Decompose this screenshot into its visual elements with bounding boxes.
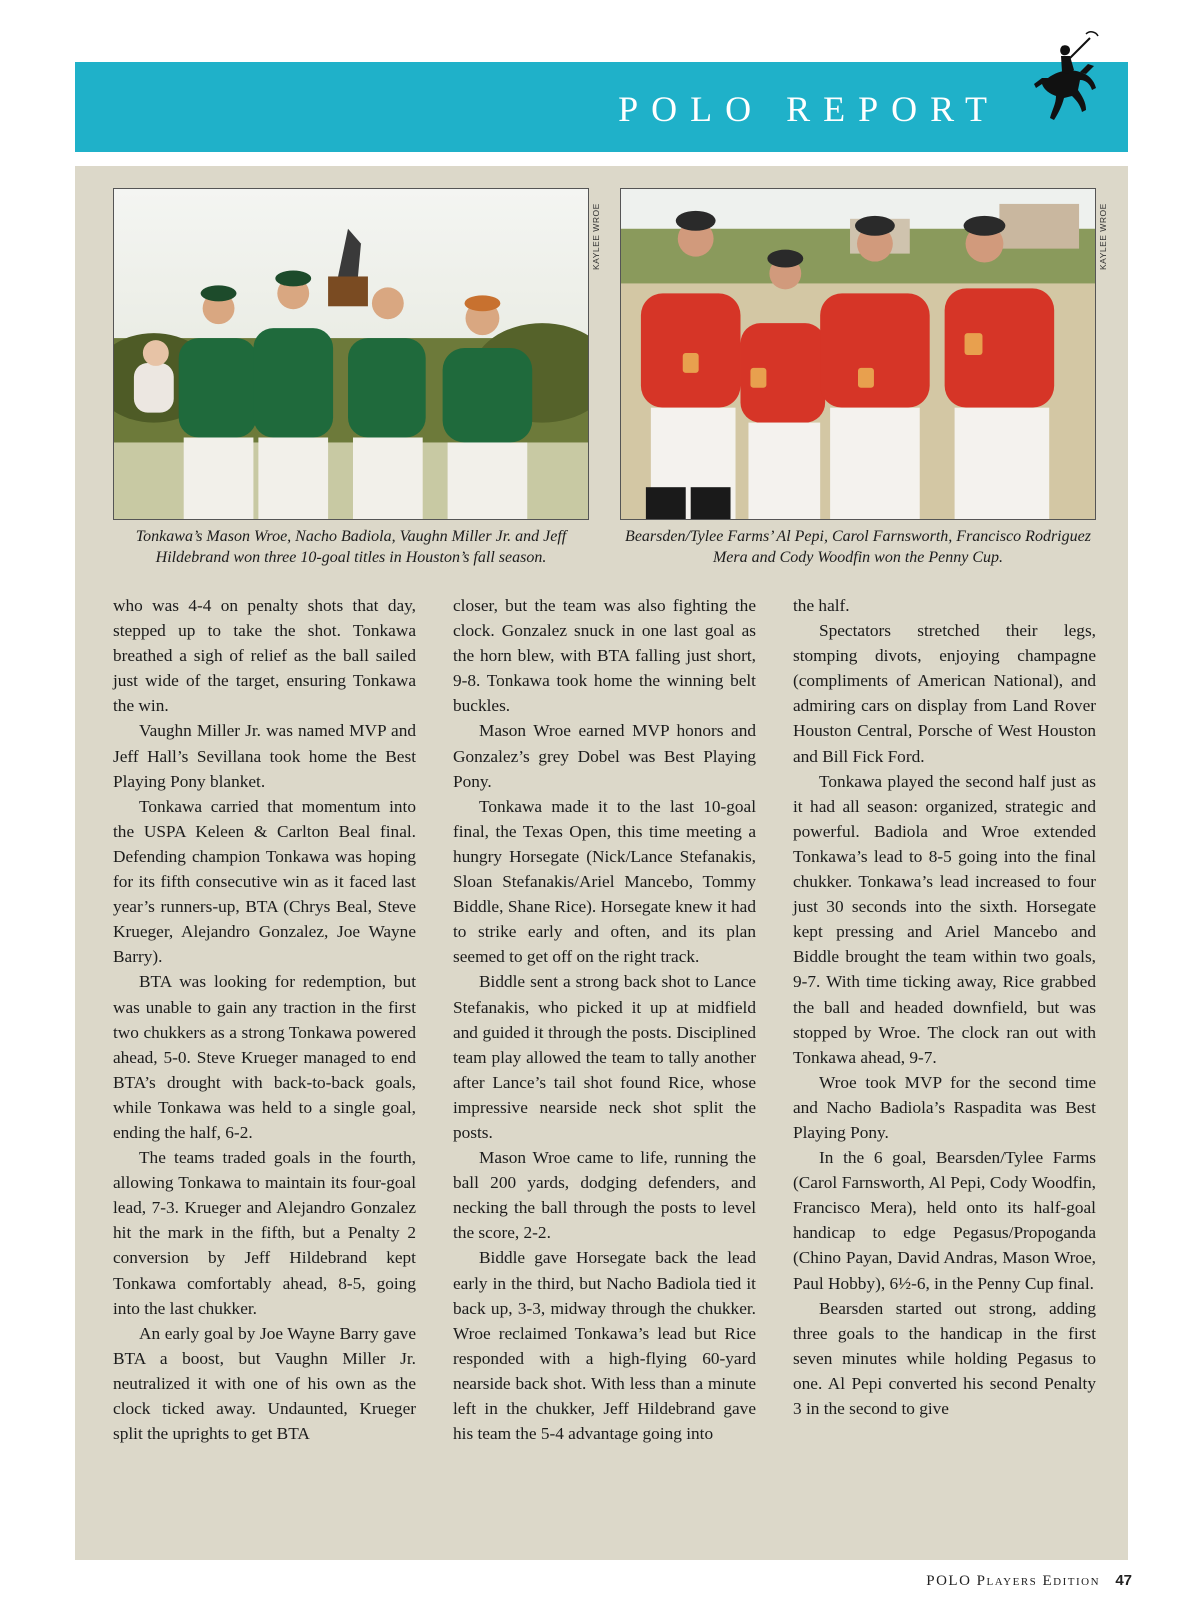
paragraph: Tonkawa played the second half just as it had all season: organized, strategic and powerful. Badiola and Wroe extended Tonkawa’s lead to 8-5 going into the final chukker. Tonkawa’s lead increased to four just 30 seconds into the sixth. Horsegate kept pressing and Ariel Mancebo and Biddle brought the team within two goals, 9-7. With time ticking away, Rice grabbed the ball and headed downfield, but was stopped by Wroe. The clock ran out with Tonkawa ahead, 9-7. <box>793 771 1096 1067</box>
paragraph: the half. <box>793 596 850 615</box>
page-footer <box>926 1572 1132 1590</box>
photo-credit: KAYLEE WROE <box>591 203 601 270</box>
paragraph: Vaughn Miller Jr. was named MVP and Jeff Hall’s Sevillana took home the Best Playing Pony blanket. <box>113 721 416 791</box>
photo-credit: KAYLEE WROE <box>1098 203 1108 270</box>
photo-caption: Bearsden/Tylee Farms’ Al Pepi, Carol Farnsworth, Francisco Rodriguez Mera and Cody Woodfin won the Penny Cup. <box>625 528 1091 566</box>
paragraph: Bearsden started out strong, adding three goals to the handicap in the first seven minutes while holding Pegasus to one. Al Pepi converted his second Penalty 3 in the second to give <box>793 1298 1096 1418</box>
paragraph: The teams traded goals in the fourth, allowing Tonkawa to maintain its four-goal lead, 7-3. Krueger and Alejandro Gonzalez hit the mark in the fifth, but a Penalty 2 conversion by Jeff Hildebrand kept Tonkawa comfortably ahead, 8-5, going into the last chukker. <box>113 1148 416 1318</box>
article-column-1 <box>113 593 416 1446</box>
paragraph: Mason Wroe came to life, running the ball 200 yards, dodging defenders, and necking the ball through the posts to level the score, 2-2. <box>453 1148 756 1243</box>
page-number: 47 <box>1115 1572 1132 1589</box>
paragraph: Spectators stretched their legs, stomping divots, enjoying champagne (compliments of American National), and admiring cars on display from Land Rover Houston Central, Porsche of West Houston and Bill Fick Ford. <box>793 621 1096 766</box>
paragraph: Biddle gave Horsegate back the lead early in the third, but Nacho Badiola tied it back up, 3-3, midway through the chukker. Wroe reclaimed Tonkawa’s lead but Rice responded with a high-flying 60-yard nearside back shot. With less than a minute left in the chukker, Jeff Hildebrand gave his team the 5-4 advantage going into <box>453 1248 756 1444</box>
photo-caption: Tonkawa’s Mason Wroe, Nacho Badiola, Vaughn Miller Jr. and Jeff Hildebrand won three 10-goal titles in Houston’s fall season. <box>135 528 567 566</box>
paragraph: closer, but the team was also fighting the clock. Gonzalez snuck in one last goal as the horn blew, with BTA falling just short, 9-8. Tonkawa took home the winning belt buckles. <box>453 596 756 716</box>
paragraph: Tonkawa made it to the last 10-goal final, the Texas Open, this time meeting a hungry Horsegate (Nick/Lance Stefanakis, Sloan Stefanakis/Ariel Mancebo, Tommy Biddle, Shane Rice). Horsegate knew it had to strike early and often, and its plan seemed to get off on the right track. <box>453 796 756 967</box>
paragraph: An early goal by Joe Wayne Barry gave BTA a boost, but Vaughn Miller Jr. neutralized it with one of his own as the clock ticked away. Undaunted, Krueger split the uprights to get BTA <box>113 1323 416 1444</box>
paragraph: Wroe took MVP for the second time and Nacho Badiola’s Raspadita was Best Playing Pony. <box>793 1072 1096 1142</box>
paragraph: who was 4-4 on penalty shots that day, stepped up to take the shot. Tonkawa breathed a sigh of relief as the ball sailed just wide of the target, ensuring Tonkawa the win. <box>113 596 416 716</box>
paragraph: Biddle sent a strong back shot to Lance Stefanakis, who picked it up at midfield and guided it through the posts. Disciplined team play allowed the team to tally another after Lance’s tail shot found Rice, whose impressive nearside neck shot split the posts. <box>453 972 756 1142</box>
header-band <box>75 62 1128 152</box>
paragraph: Mason Wroe earned MVP honors and Gonzalez’s grey Dobel was Best Playing Pony. <box>453 721 756 791</box>
paragraph: In the 6 goal, Bearsden/Tylee Farms (Carol Farnsworth, Al Pepi, Cody Woodfin, Francisco Mera), held onto its half-goal handicap to edge Pegasus/Propoganda (Chino Payan, David Andras, Mason Wroe, Paul Hobby), 6½-6, in the Penny Cup final. <box>793 1148 1096 1293</box>
article-column-3 <box>793 593 1096 1421</box>
team-photo-tonkawa <box>113 188 589 520</box>
section-title: POLO REPORT <box>618 89 1000 129</box>
team-photo-bearsden <box>620 188 1096 520</box>
edition-name: Players Edition <box>976 1573 1101 1589</box>
paragraph: Tonkawa carried that momentum into the USPA Keleen & Carlton Beal final. Defending champion Tonkawa was hoping for its fifth consecutive win as it faced last year’s runners-up, BTA (Chrys Beal, Steve Krueger, Alejandro Gonzalez, Joe Wayne Barry). <box>113 796 416 967</box>
magazine-name: POLO <box>926 1573 972 1589</box>
paragraph: BTA was looking for redemption, but was unable to gain any traction in the first two chukkers as a strong Tonkawa powered ahead, 5-0. Steve Krueger managed to end BTA’s drought with back-to-back goals, while Tonkawa was held to a single goal, ending the half, 6-2. <box>113 972 416 1142</box>
polo-player-logo-icon <box>1028 28 1104 134</box>
article-column-2 <box>453 593 756 1446</box>
